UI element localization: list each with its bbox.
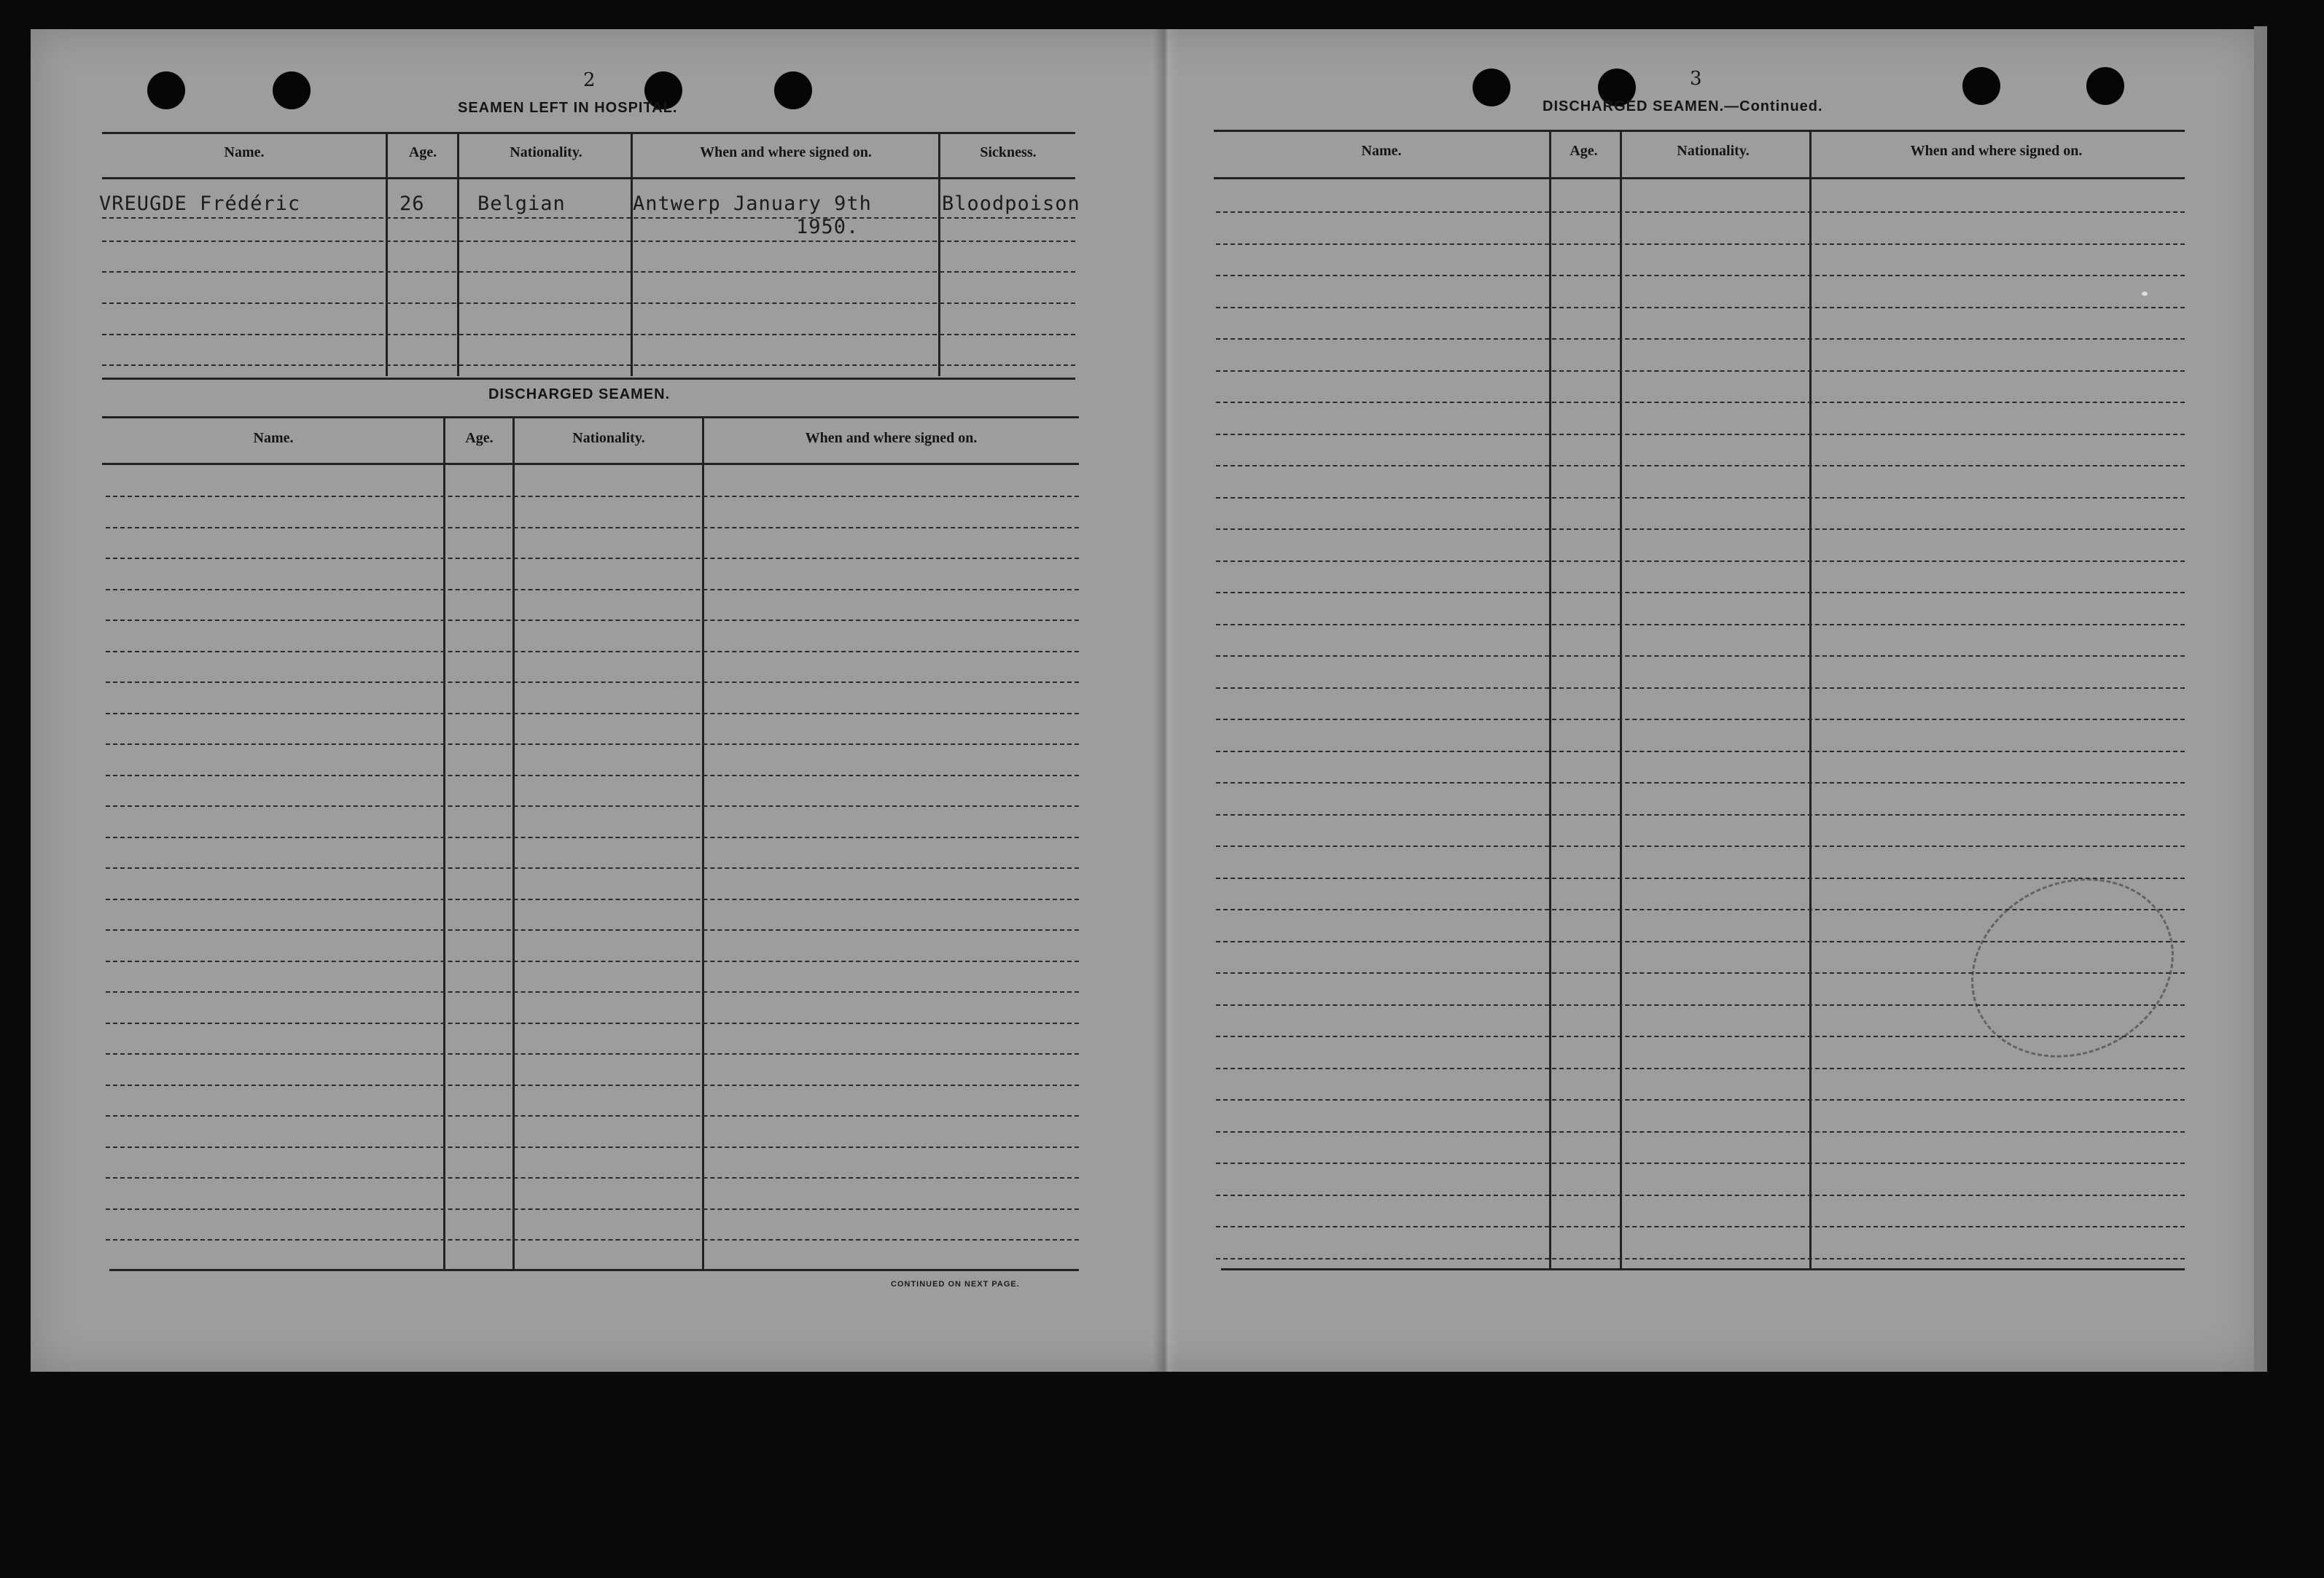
punch-hole [774, 71, 812, 109]
table-row-line [1216, 338, 2185, 340]
table-row-line [106, 1177, 1079, 1179]
sheet-edge [2254, 26, 2267, 1372]
hospital-row-line [102, 334, 1075, 335]
discharged-continued-title: DISCHARGED SEAMEN.—Continued. [1543, 98, 1823, 114]
table-row-line [106, 527, 1079, 528]
table-row-line [106, 651, 1079, 652]
table-row-line [1216, 751, 2185, 752]
hospital-row-line [102, 271, 1075, 273]
page-number-right: 3 [1690, 68, 1702, 90]
table-row-line [1216, 370, 2185, 372]
hospital-entry-signed-on: Antwerp January 9th [633, 192, 872, 215]
paper-speck [2142, 292, 2148, 296]
discharged-divider [443, 416, 445, 1269]
punch-hole [1962, 67, 2000, 105]
discharged-table-top-rule [102, 416, 1079, 418]
table-row-line [106, 805, 1079, 807]
right-col-signed-on: When and where signed on. [1910, 143, 2083, 159]
table-row-line [106, 1239, 1079, 1241]
table-row-line [106, 961, 1079, 962]
table-row-line [106, 1053, 1079, 1055]
punch-hole [147, 71, 185, 109]
discharged-title: DISCHARGED SEAMEN. [488, 386, 671, 402]
table-row-line [1216, 528, 2185, 530]
hospital-divider [386, 132, 388, 376]
punch-hole [1473, 69, 1510, 106]
table-row-line [106, 775, 1079, 776]
hospital-divider [457, 132, 459, 376]
table-row-line [1216, 878, 2185, 879]
table-row-line [1216, 687, 2185, 689]
table-row-line [106, 1023, 1079, 1024]
table-row-line [1216, 1099, 2185, 1101]
table-row-line [106, 1085, 1079, 1086]
table-row-line [1216, 402, 2185, 403]
hospital-table-top-rule [102, 132, 1075, 134]
right-header-rule [1214, 177, 2185, 179]
table-row-line [1216, 655, 2185, 657]
discharged-col-name: Name. [253, 430, 294, 446]
hospital-header-rule [102, 177, 1075, 179]
table-row-line [1216, 243, 2185, 245]
hospital-divider [938, 132, 940, 376]
right-divider [1549, 130, 1551, 1268]
discharged-bottom-rule [109, 1269, 1079, 1271]
right-divider [1809, 130, 1812, 1268]
table-row-line [1216, 1226, 2185, 1227]
discharged-divider [512, 416, 515, 1269]
table-row-line [106, 837, 1079, 838]
table-row-line [1216, 1258, 2185, 1259]
punch-hole [2086, 67, 2124, 105]
table-row-line [1216, 1195, 2185, 1196]
table-row-line [106, 558, 1079, 559]
hospital-entry-nationality: Belgian [477, 192, 566, 215]
table-row-line [1216, 497, 2185, 499]
table-row-line [106, 929, 1079, 931]
page-fold [1153, 29, 1178, 1372]
table-row-line [1216, 845, 2185, 847]
table-row-line [1216, 719, 2185, 720]
table-row-line [106, 681, 1079, 683]
table-row-line [1216, 1131, 2185, 1133]
hospital-col-name: Name. [224, 144, 265, 160]
hospital-divider [631, 132, 633, 376]
discharged-col-nationality: Nationality. [572, 430, 645, 446]
table-row-line [106, 1147, 1079, 1148]
hospital-row-line [102, 364, 1075, 366]
hospital-col-age: Age. [408, 144, 437, 160]
right-table-top-rule [1214, 130, 2185, 132]
hospital-col-sickness: Sickness. [980, 144, 1037, 160]
page-number-left: 2 [583, 69, 596, 91]
discharged-header-rule [102, 463, 1079, 465]
table-row-line [1216, 782, 2185, 784]
document-sheet [31, 29, 2260, 1372]
table-row-line [1216, 1163, 2185, 1164]
discharged-col-age: Age. [465, 430, 494, 446]
hospital-entry-age: 26 [399, 192, 425, 215]
discharged-divider [702, 416, 704, 1269]
punch-hole [273, 71, 311, 109]
hospital-col-signed-on: When and where signed on. [700, 144, 872, 160]
table-row-line [106, 1208, 1079, 1210]
table-row-line [1216, 211, 2185, 213]
table-row-line [106, 991, 1079, 993]
right-col-nationality: Nationality. [1677, 143, 1750, 159]
table-row-line [106, 713, 1079, 714]
table-row-line [106, 496, 1079, 497]
hospital-row-line [102, 241, 1075, 242]
right-col-age: Age. [1570, 143, 1598, 159]
hospital-title: SEAMEN LEFT IN HOSPITAL. [458, 100, 678, 116]
table-row-line [1216, 624, 2185, 625]
continued-footer: CONTINUED ON NEXT PAGE. [891, 1280, 1020, 1289]
hospital-entry-signed-on-year: 1950. [796, 216, 859, 238]
table-row-line [1216, 592, 2185, 593]
table-row-line [1216, 814, 2185, 816]
right-bottom-rule [1221, 1268, 2185, 1270]
table-row-line [106, 589, 1079, 590]
table-row-line [1216, 465, 2185, 466]
hospital-row-line [102, 217, 1075, 219]
table-row-line [1216, 434, 2185, 435]
table-row-line [106, 743, 1079, 745]
table-row-line [106, 1115, 1079, 1117]
hospital-col-nationality: Nationality. [510, 144, 582, 160]
table-row-line [106, 620, 1079, 621]
discharged-col-signed-on: When and where signed on. [805, 430, 978, 446]
right-col-name: Name. [1361, 143, 1402, 159]
table-row-line [1216, 1068, 2185, 1069]
hospital-row-line [102, 302, 1075, 304]
hospital-entry-name: VREUGDE Frédéric [99, 192, 301, 215]
table-row-line [1216, 275, 2185, 276]
table-row-line [1216, 307, 2185, 308]
right-divider [1620, 130, 1622, 1268]
hospital-bottom-rule [102, 378, 1075, 380]
table-row-line [106, 899, 1079, 900]
table-row-line [1216, 560, 2185, 562]
table-row-line [106, 867, 1079, 869]
hospital-entry-sickness: Bloodpoison [942, 192, 1080, 215]
